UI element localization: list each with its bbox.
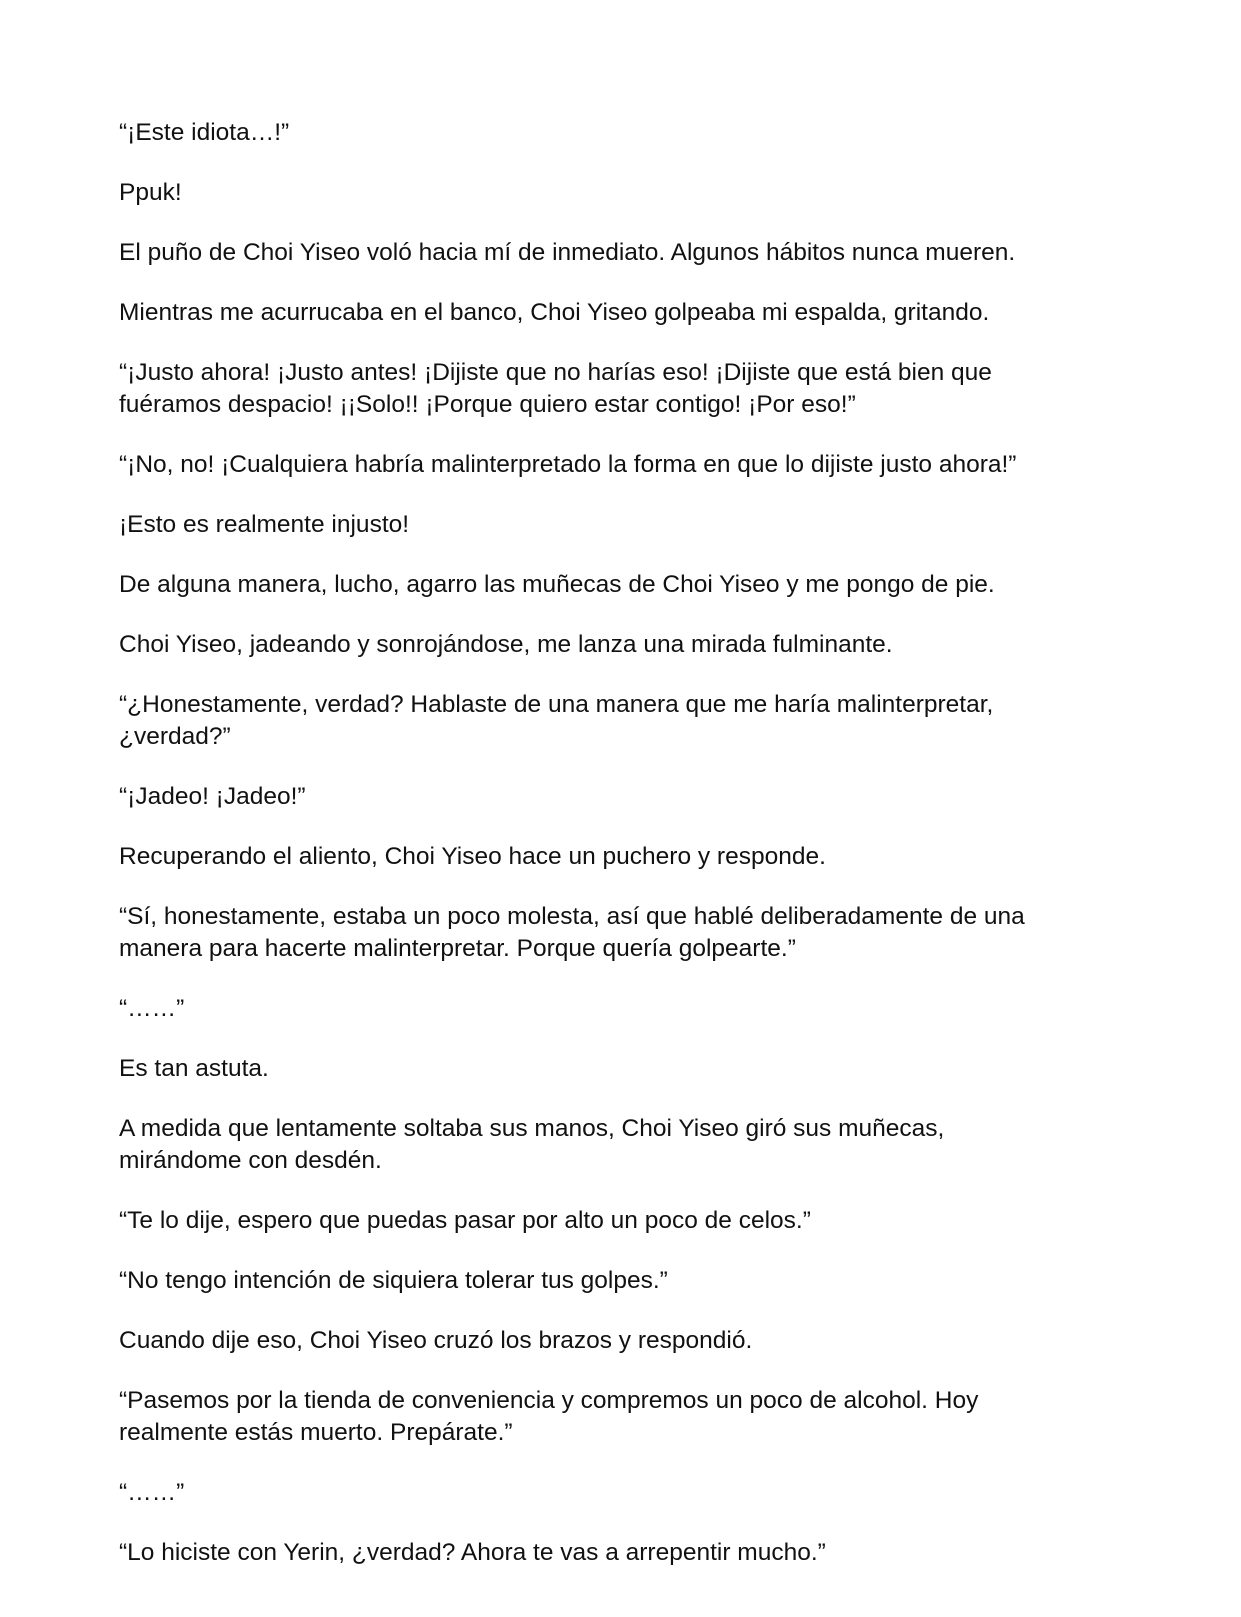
text-line: “……” xyxy=(119,1479,185,1506)
paragraph xyxy=(119,509,1129,541)
paragraph xyxy=(119,357,1129,421)
text-line: Cuando dije eso, Choi Yiseo cruzó los brazos y respondió. xyxy=(119,1327,753,1354)
text-line: “……” xyxy=(119,995,185,1022)
text-line: “Pasemos por la tienda de conveniencia y compremos un poco de alcohol. Hoy xyxy=(119,1387,979,1414)
text-line: “¡No, no! ¡Cualquiera habría malinterpretado la forma en que lo dijiste justo ahora!” xyxy=(119,451,1017,478)
text-line: “¡Jadeo! ¡Jadeo!” xyxy=(119,783,306,810)
paragraph xyxy=(119,177,1129,209)
text-line: fuéramos despacio! ¡¡Solo!! ¡Porque quiero estar contigo! ¡Por eso!” xyxy=(119,391,856,418)
text-line: “Sí, honestamente, estaba un poco molesta, así que hablé deliberadamente de una xyxy=(119,903,1025,930)
text-line: “Te lo dije, espero que puedas pasar por alto un poco de celos.” xyxy=(119,1207,811,1234)
text-line: Ppuk! xyxy=(119,179,182,206)
text-line: “No tengo intención de siquiera tolerar tus golpes.” xyxy=(119,1267,668,1294)
text-line: “¿Honestamente, verdad? Hablaste de una manera que me haría malinterpretar, xyxy=(119,691,994,718)
paragraph xyxy=(119,781,1129,813)
paragraph xyxy=(119,1537,1129,1569)
paragraph xyxy=(119,993,1129,1025)
paragraph xyxy=(119,117,1129,149)
text-line: “Lo hiciste con Yerin, ¿verdad? Ahora te vas a arrepentir mucho.” xyxy=(119,1539,826,1566)
paragraph xyxy=(119,629,1129,661)
text-line: Recuperando el aliento, Choi Yiseo hace un puchero y responde. xyxy=(119,843,826,870)
paragraph xyxy=(119,1053,1129,1085)
text-line: ¡Esto es realmente injusto! xyxy=(119,511,410,538)
text-line: realmente estás muerto. Prepárate.” xyxy=(119,1419,513,1446)
text-line: Es tan astuta. xyxy=(119,1055,269,1082)
paragraph xyxy=(119,1205,1129,1237)
paragraph xyxy=(119,1325,1129,1357)
text-line: ¿verdad?” xyxy=(119,723,231,750)
document-page xyxy=(119,0,1129,1617)
paragraph xyxy=(119,297,1129,329)
paragraph xyxy=(119,569,1129,601)
text-line: De alguna manera, lucho, agarro las muñecas de Choi Yiseo y me pongo de pie. xyxy=(119,571,995,598)
text-line: manera para hacerte malinterpretar. Porque quería golpearte.” xyxy=(119,935,796,962)
text-line: A medida que lentamente soltaba sus manos, Choi Yiseo giró sus muñecas, xyxy=(119,1115,945,1142)
paragraph xyxy=(119,841,1129,873)
paragraph xyxy=(119,689,1129,753)
text-line: “¡Justo ahora! ¡Justo antes! ¡Dijiste que no harías eso! ¡Dijiste que está bien que xyxy=(119,359,992,386)
paragraph xyxy=(119,901,1129,965)
paragraph xyxy=(119,1477,1129,1509)
paragraph xyxy=(119,1385,1129,1449)
text-line: Mientras me acurrucaba en el banco, Choi Yiseo golpeaba mi espalda, gritando. xyxy=(119,299,990,326)
text-line: “¡Este idiota…!” xyxy=(119,119,290,146)
paragraph xyxy=(119,237,1129,269)
text-line: Choi Yiseo, jadeando y sonrojándose, me lanza una mirada fulminante. xyxy=(119,631,893,658)
text-line: mirándome con desdén. xyxy=(119,1147,382,1174)
paragraph xyxy=(119,1113,1129,1177)
paragraph xyxy=(119,1265,1129,1297)
paragraph xyxy=(119,449,1129,481)
text-line: El puño de Choi Yiseo voló hacia mí de inmediato. Algunos hábitos nunca mueren. xyxy=(119,239,1016,266)
